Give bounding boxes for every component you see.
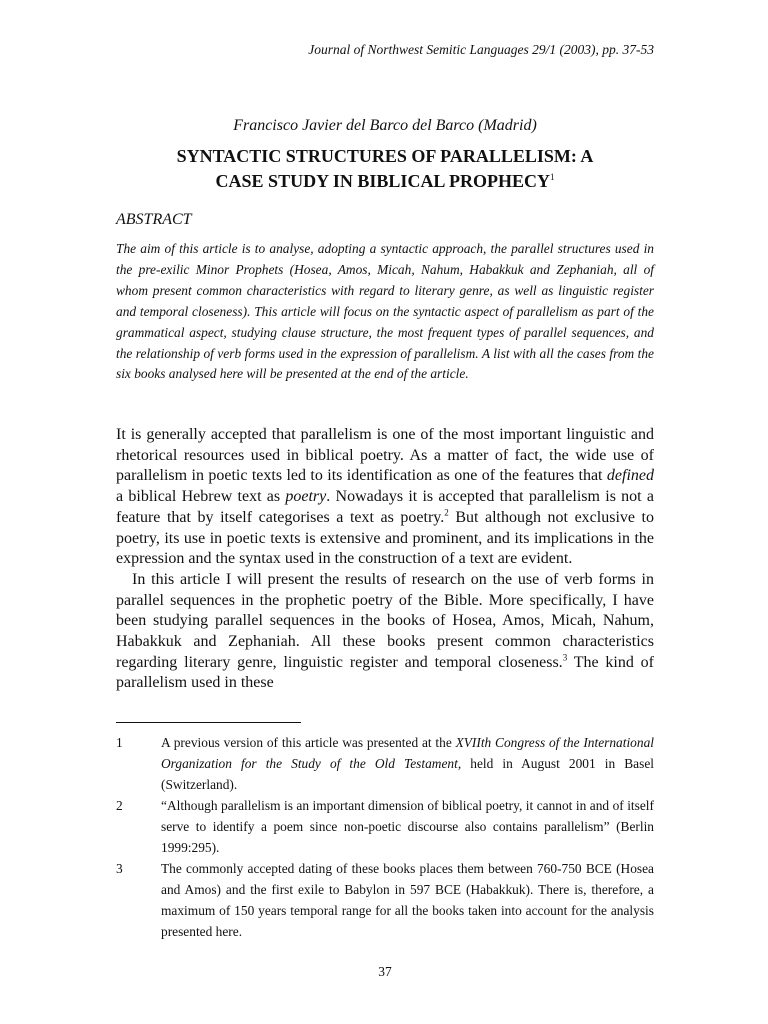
- emphasis-defined: defined: [606, 467, 654, 485]
- footnote-separator: [116, 722, 301, 723]
- body-paragraph-1: It is generally accepted that parallelism is one of the most important linguistic and rhetorical resources used in biblical poetry. As a matter of fact, the wide use of parallelism in poetic texts led to its identification as one of the features that defined a biblical Hebrew text as poetry. Nowadays it is accepted that parallelism is not a feature that by itself categorises a text as poetry.$^2$ But although not exclusive to poetry, its use in poetic texts is extensive and prominent, and its implications in the expression and the syntax used in the construction of a text are evident.: [116, 426, 654, 568]
- footnote-number: 3: [116, 861, 123, 876]
- footnote-ref-3: 3: [562, 652, 568, 663]
- footnote-2: [116, 795, 654, 858]
- footnotes: [116, 732, 654, 942]
- journal-header: Journal of Northwest Semitic Languages 29/1 (2003), pp. 37-53: [308, 42, 654, 57]
- footnote-text: “Although parallelism is an important dimension of biblical poetry, it cannot in and of itself serve to identify a poem since non-poetic discourse also contains parallelism” (Berlin 1999:295).: [161, 798, 654, 855]
- footnote-1: [116, 732, 654, 795]
- emphasis-poetry: poetry: [285, 488, 327, 506]
- title-line-1: SYNTACTIC STRUCTURES OF PARALLELISM: A: [176, 146, 594, 166]
- body-text: [116, 425, 654, 694]
- title-footnote-ref: 1: [549, 172, 555, 182]
- footnote-ref-2: 2: [444, 507, 449, 518]
- body-paragraph-2: In this article I will present the results of research on the use of verb forms in parallel sequences in the prophetic poetry of the Bible. More specifically, I have been studying parallel sequences in the books of Hosea, Amos, Micah, Nahum, Habakkuk and Zephaniah. All these books present common characteristics regarding literary genre, linguistic register and temporal closeness.$^3$ The kind of parallelism used in these: [116, 570, 654, 692]
- article-author: Francisco Javier del Barco del Barco (Madrid): [233, 117, 537, 134]
- footnote-text: A previous version of this article was presented at the XVIIth Congress of the International Organization for the Study of the Old Testament, held in August 2001 in Basel (Switzerland).: [161, 735, 654, 792]
- article-title: [116, 146, 654, 192]
- footnote-3: [116, 858, 654, 942]
- page-number: 37: [378, 964, 392, 979]
- footnote-number: 1: [116, 735, 123, 750]
- title-line-2: CASE STUDY IN BIBLICAL PROPHECY: [215, 171, 550, 191]
- abstract-text: The aim of this article is to analyse, adopting a syntactic approach, the parallel structures used in the pre-exilic Minor Prophets (Hosea, Amos, Micah, Nahum, Habakkuk and Zephaniah, all of whom present common characteristics with regard to literary genre, as well as linguistic register and temporal closeness). This article will focus on the syntactic aspect of parallelism as part of the grammatical aspect, studying clause structure, the most frequent types of parallel sequences, and the relationship of verb forms used in the expression of parallelism. A list with all the cases from the six books analysed here will be presented at the end of the article.: [116, 241, 654, 382]
- footnote-text: The commonly accepted dating of these books places them between 760-750 BCE (Hosea and Amos) and the first exile to Babylon in 597 BCE (Habakkuk). There is, therefore, a maximum of 150 years temporal range for all the books taken into account for the analysis presented here.: [161, 861, 654, 939]
- footnote-number: 2: [116, 798, 123, 813]
- abstract-heading: ABSTRACT: [116, 211, 192, 228]
